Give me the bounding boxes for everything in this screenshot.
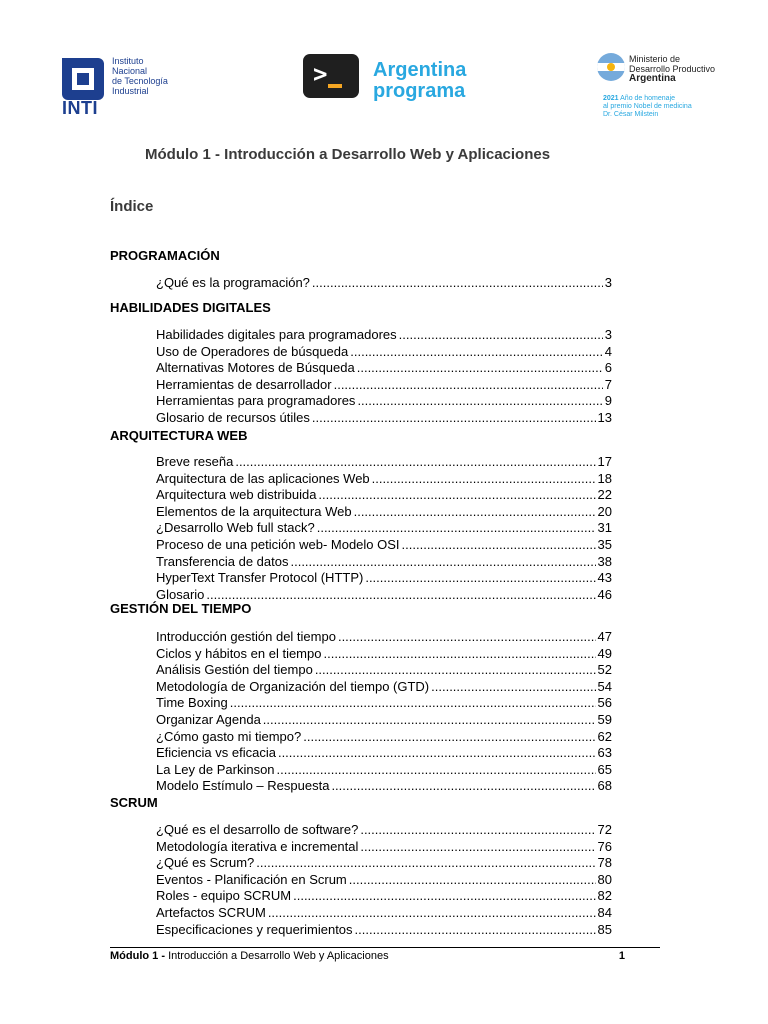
toc-entry-page: 31	[597, 520, 612, 536]
toc-entry[interactable]	[156, 359, 612, 376]
toc-leader-dots	[431, 678, 595, 695]
toc-entry-page: 52	[597, 662, 612, 678]
toc-leader-dots	[357, 392, 602, 409]
section-heading: SCRUM	[110, 795, 158, 810]
section-heading: HABILIDADES DIGITALES	[110, 300, 271, 315]
toc-entry[interactable]	[156, 744, 612, 761]
argentina-shield-icon	[597, 53, 625, 81]
ministerio-logo	[629, 54, 715, 84]
footer-page-number: 1	[618, 950, 625, 962]
toc-entry-page: 46	[597, 586, 612, 602]
toc-entry[interactable]	[156, 711, 612, 728]
toc-entry[interactable]	[156, 728, 612, 745]
toc-leader-dots	[303, 728, 595, 745]
toc-leader-dots	[355, 921, 596, 938]
toc-entry-label: HyperText Transfer Protocol (HTTP)	[156, 570, 364, 586]
ap-line: programa	[373, 80, 466, 102]
toc-leader-dots	[360, 838, 595, 855]
toc-entry-page: 78	[597, 855, 612, 871]
toc-leader-dots	[256, 854, 595, 871]
toc-leader-dots	[354, 503, 596, 520]
toc-entry-page: 17	[597, 454, 612, 469]
footer-module: Módulo 1 -	[110, 950, 165, 962]
toc-entry[interactable]	[156, 821, 612, 838]
ministerio-line: Ministerio de	[629, 54, 681, 64]
toc-leader-dots	[293, 887, 595, 904]
toc-entry-page: 7	[604, 376, 612, 392]
toc-entry-label: Glosario	[156, 586, 205, 602]
toc-entry-label: Alternativas Motores de Búsqueda	[156, 360, 355, 376]
toc-entry-label: Proceso de una petición web- Modelo OSI	[156, 537, 400, 552]
toc-entry-label: Glosario de recursos útiles	[156, 410, 310, 425]
toc-leader-dots	[230, 694, 596, 711]
toc-entry[interactable]	[156, 678, 612, 695]
toc-entry-page: 38	[597, 553, 612, 569]
toc-entry-page: 85	[597, 921, 612, 937]
toc-entry-label: Análisis Gestión del tiempo	[156, 662, 313, 678]
toc-entry[interactable]	[156, 274, 612, 291]
toc-entry-page: 49	[597, 645, 612, 661]
note-line: Dr. César Milstein	[603, 111, 659, 118]
inti-name-line: Nacional	[112, 66, 148, 76]
inti-name-line: de Tecnología	[112, 76, 168, 86]
toc-entry-page: 56	[597, 695, 612, 711]
inti-abbr: INTI	[62, 98, 98, 118]
toc-entry[interactable]	[156, 376, 612, 393]
toc-entry-page: 22	[597, 487, 612, 503]
toc-entry-label: Herramientas para programadores	[156, 393, 356, 409]
section-heading: PROGRAMACIÓN	[110, 248, 220, 263]
toc-entry-page: 54	[597, 678, 612, 694]
toc-entry-page: 76	[597, 838, 612, 854]
toc-leader-dots	[277, 761, 596, 778]
toc-entry-label: Introducción gestión del tiempo	[156, 629, 336, 644]
toc-entry[interactable]	[156, 854, 612, 871]
toc-entry[interactable]	[156, 536, 612, 553]
toc-entry[interactable]	[156, 326, 612, 343]
toc-entry-label: La Ley de Parkinson	[156, 761, 275, 777]
ministerio-line: Desarrollo Productivo	[629, 64, 716, 74]
toc-entry[interactable]	[156, 519, 612, 536]
toc-entry-label: ¿Qué es el desarrollo de software?	[156, 822, 359, 837]
toc-leader-dots	[318, 486, 595, 503]
toc-entry-page: 68	[597, 778, 612, 794]
toc-entry-label: ¿Qué es Scrum?	[156, 855, 255, 871]
inti-name-line: Instituto	[112, 56, 144, 66]
document-title: Módulo 1 - Introducción a Desarrollo Web y Aplicaciones	[145, 146, 551, 163]
toc-entry-page: 9	[604, 393, 612, 409]
toc-leader-dots	[315, 661, 596, 678]
toc-entry-page: 82	[597, 888, 612, 904]
index-heading: Índice	[110, 198, 154, 215]
toc-entry[interactable]	[156, 628, 612, 645]
toc-entry-page: 18	[597, 470, 612, 486]
prompt-glyph: >	[313, 60, 328, 88]
inti-name	[112, 56, 192, 96]
footer-divider	[110, 947, 660, 948]
ap-line: Argentina	[373, 59, 467, 81]
toc-entry[interactable]	[156, 921, 612, 938]
page-footer	[110, 950, 625, 962]
toc-leader-dots	[399, 326, 603, 343]
toc-entry-page: 80	[597, 871, 612, 887]
terminal-icon	[303, 54, 359, 98]
toc-entry[interactable]	[156, 904, 612, 921]
toc-leader-dots	[312, 409, 596, 426]
toc-leader-dots	[235, 453, 595, 470]
toc-entry[interactable]	[156, 645, 612, 662]
toc-entry-label: Uso de Operadores de búsqueda	[156, 343, 349, 359]
section-heading: GESTIÓN DEL TIEMPO	[110, 601, 252, 616]
toc-entry-page: 47	[597, 629, 612, 644]
toc-leader-dots	[268, 904, 596, 921]
toc-leader-dots	[263, 711, 596, 728]
inti-name-line: Industrial	[112, 86, 149, 96]
toc-leader-dots	[331, 777, 595, 794]
toc-entry-label: Time Boxing	[156, 695, 228, 711]
toc-entry-label: Arquitectura de las aplicaciones Web	[156, 470, 370, 486]
toc-leader-dots	[360, 821, 595, 838]
toc-entry-label: Eficiencia vs eficacia	[156, 745, 276, 761]
toc-entry[interactable]	[156, 486, 612, 503]
toc-entry[interactable]	[156, 777, 612, 794]
toc-entry-label: Breve reseña	[156, 454, 234, 469]
toc-entry-page: 13	[597, 410, 612, 425]
toc-entry-label: Eventos - Planificación en Scrum	[156, 871, 347, 887]
toc-entry[interactable]	[156, 838, 612, 855]
toc-leader-dots	[357, 359, 603, 376]
toc-entry-page: 20	[597, 503, 612, 519]
toc-entry-label: Ciclos y hábitos en el tiempo	[156, 645, 322, 661]
toc-leader-dots	[278, 744, 596, 761]
toc-entry-page: 6	[604, 360, 612, 376]
toc-leader-dots	[290, 553, 595, 570]
toc-entry-label: Especificaciones y requerimientos	[156, 921, 353, 937]
toc-leader-dots	[350, 343, 603, 360]
toc-leader-dots	[312, 274, 603, 291]
toc-entry[interactable]	[156, 453, 612, 470]
toc-entry-label: ¿Qué es la programación?	[156, 275, 310, 290]
toc-leader-dots	[338, 628, 596, 645]
toc-entry-label: Artefactos SCRUM	[156, 905, 266, 920]
homenaje-note	[603, 95, 692, 119]
toc-leader-dots	[372, 470, 596, 487]
toc-entry[interactable]	[156, 553, 612, 570]
toc-entry-label: ¿Desarrollo Web full stack?	[156, 520, 315, 536]
toc-entry-page: 4	[604, 343, 612, 359]
toc-entry-label: Metodología de Organización del tiempo (GTD)	[156, 678, 430, 694]
section-heading: ARQUITECTURA WEB	[110, 428, 248, 443]
ministerio-country: Argentina	[629, 73, 676, 84]
toc-leader-dots	[317, 519, 596, 536]
footer-text: Introducción a Desarrollo Web y Aplicaciones	[168, 950, 389, 962]
toc-entry-page: 35	[597, 537, 612, 552]
toc-entry-page: 3	[604, 275, 612, 290]
toc-entry-label: Arquitectura web distribuida	[156, 487, 317, 503]
toc-entry-label: Elementos de la arquitectura Web	[156, 503, 352, 519]
toc-leader-dots	[334, 376, 603, 393]
toc-entry-page: 3	[604, 327, 612, 342]
toc-entry-label: Roles - equipo SCRUM	[156, 888, 292, 904]
toc-entry-label: ¿Cómo gasto mi tiempo?	[156, 728, 302, 744]
toc-entry-label: Organizar Agenda	[156, 712, 261, 727]
toc-entry[interactable]	[156, 887, 612, 904]
toc-entry[interactable]	[156, 661, 612, 678]
toc-entry-page: 59	[597, 712, 612, 727]
note-line: Año de homenaje	[620, 95, 676, 102]
toc-entry[interactable]	[156, 761, 612, 778]
toc-leader-dots	[349, 871, 596, 888]
note-year: 2021	[603, 95, 619, 102]
toc-entry[interactable]	[156, 694, 612, 711]
toc-entry-label: Habilidades digitales para programadores	[156, 327, 397, 342]
inti-logo-icon	[62, 58, 104, 100]
toc-entry-page: 65	[597, 761, 612, 777]
toc-entry[interactable]	[156, 392, 612, 409]
toc-entry-label: Modelo Estímulo – Respuesta	[156, 778, 330, 794]
toc-leader-dots	[323, 645, 595, 662]
toc-entry-label: Transferencia de datos	[156, 553, 289, 569]
toc-entry[interactable]	[156, 409, 612, 426]
toc-entry-page: 84	[597, 905, 612, 920]
toc-entry[interactable]	[156, 470, 612, 487]
toc-leader-dots	[365, 569, 595, 586]
page-header	[0, 0, 768, 135]
toc-entry[interactable]	[156, 503, 612, 520]
toc-entry-label: Metodología iterativa e incremental	[156, 838, 359, 854]
toc-leader-dots	[402, 536, 596, 553]
toc-entry-page: 62	[597, 728, 612, 744]
toc-entry-page: 43	[597, 570, 612, 586]
toc-entry[interactable]	[156, 343, 612, 360]
toc-leader-dots	[206, 586, 595, 603]
note-line: al premio Nobel de medicina	[603, 103, 692, 110]
argentina-programa-logo	[373, 60, 466, 102]
toc-entry-page: 63	[597, 745, 612, 761]
toc-entry[interactable]	[156, 569, 612, 586]
toc-entry[interactable]	[156, 871, 612, 888]
toc-entry-label: Herramientas de desarrollador	[156, 376, 332, 392]
toc-entry-page: 72	[597, 822, 612, 837]
